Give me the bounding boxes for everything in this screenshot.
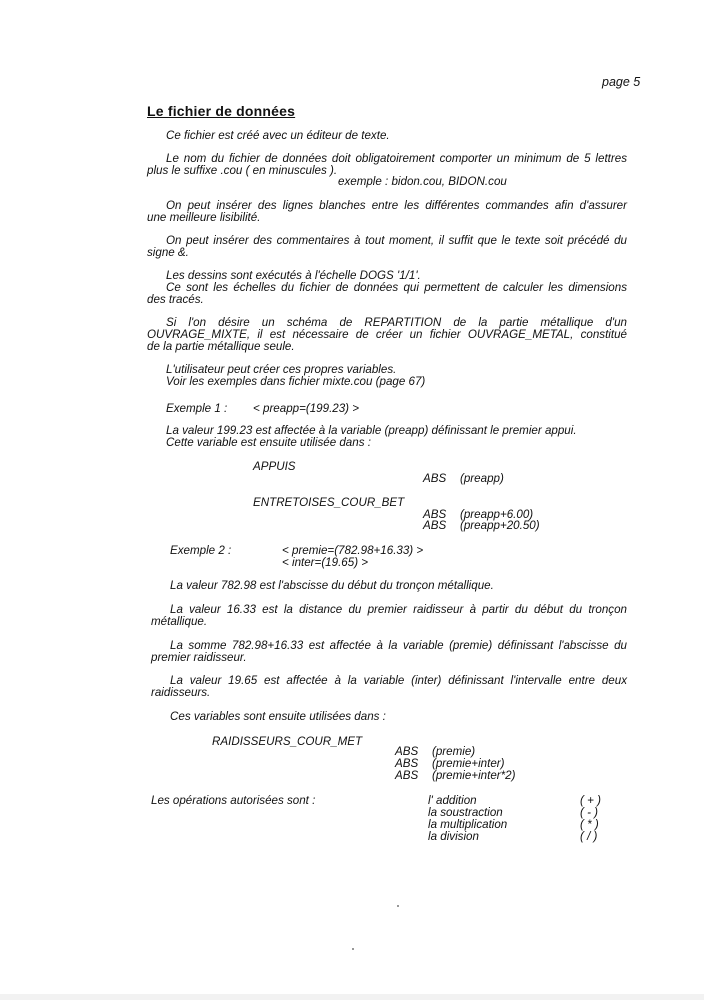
example-1-description-line-2: Cette variable est ensuite utilisée dans : — [166, 436, 371, 449]
intro-paragraph-4-line-1: On peut insérer des commentaires à tout moment, il suffit que le texte soit précédé du — [166, 234, 627, 247]
operation-symbol: ( - ) — [580, 806, 599, 819]
intro-paragraph-7-line-1: L'utilisateur peut créer ces propres variables. — [166, 363, 397, 376]
intro-paragraph-6-line-3: de la partie métallique seule. — [147, 340, 295, 353]
example-2-abs-2: ABS — [395, 757, 419, 770]
operation-symbol: ( * ) — [580, 818, 599, 831]
example-1-entretoises-abs-2: ABS — [423, 519, 447, 532]
example-2-description-2-line-1: La valeur 16.33 est la distance du premier raidisseur à partir du début du tronçon — [170, 603, 627, 616]
intro-paragraph-6-line-1: Si l'on désire un schéma de REPARTITION de la partie métallique d'un — [166, 316, 627, 329]
intro-paragraph-6-line-2: OUVRAGE_MIXTE, il est nécessaire de créer un fichier OUVRAGE_METAL, constitué — [147, 328, 627, 341]
example-1-entretoises-arg-2: (preapp+20.50) — [460, 519, 540, 532]
example-2-arg-2: (premie+inter) — [432, 757, 505, 770]
example-2-description-1: La valeur 782.98 est l'abscisse du début du tronçon métallique. — [170, 579, 494, 592]
example-2-description-2-line-2: métallique. — [151, 615, 208, 628]
operation-name: la soustraction — [428, 806, 503, 819]
example-2-command-raidisseurs: RAIDISSEURS_COUR_MET — [212, 735, 363, 748]
intro-paragraph-4-line-2: signe &. — [147, 246, 189, 259]
example-1-code: < preapp=(199.23) > — [253, 402, 360, 415]
example-2-arg-3: (premie+inter*2) — [432, 769, 516, 782]
example-2-description-3-line-1: La somme 782.98+16.33 est affectée à la variable (premie) définissant l'abscisse du — [170, 639, 627, 652]
intro-paragraph-3-line-1: On peut insérer des lignes blanches entre les différentes commandes afin d'assurer — [166, 199, 627, 212]
example-2-description-5: Ces variables sont ensuite utilisées dans : — [170, 710, 386, 723]
intro-paragraph-1: Ce fichier est créé avec un éditeur de texte. — [166, 129, 390, 142]
example-2-label: Exemple 2 : — [170, 544, 232, 557]
example-2-description-4-line-2: raidisseurs. — [151, 686, 211, 699]
intro-paragraph-7-line-2: Voir les exemples dans fichier mixte.cou (page 67) — [166, 375, 426, 388]
example-2-abs-3: ABS — [395, 769, 419, 782]
example-1-command-entretoises: ENTRETOISES_COUR_BET — [253, 496, 405, 509]
example-2-code-2: < inter=(19.65) > — [282, 556, 369, 569]
example-1-label: Exemple 1 : — [166, 402, 228, 415]
scan-speck — [397, 905, 399, 907]
example-1-appuis-arg: (preapp) — [460, 472, 504, 485]
example-1-description-line-1: La valeur 199.23 est affectée à la variable (preapp) définissant le premier appui. — [166, 424, 577, 437]
operation-symbol: ( + ) — [580, 794, 601, 807]
example-1-entretoises-abs-1: ABS — [423, 508, 447, 521]
section-title: Le fichier de données — [147, 103, 296, 119]
scan-speck — [352, 948, 354, 950]
example-1-entretoises-arg-1: (preapp+6.00) — [460, 508, 534, 521]
operation-symbol: ( / ) — [580, 830, 598, 843]
page-number: page 5 — [602, 75, 641, 89]
example-2-abs-1: ABS — [395, 745, 419, 758]
example-2-arg-1: (premie) — [432, 745, 476, 758]
operation-name: l' addition — [428, 794, 477, 807]
example-2-description-4-line-1: La valeur 19.65 est affectée à la variable (inter) définissant l'intervalle entre deux — [170, 674, 627, 687]
operation-name: la multiplication — [428, 818, 508, 831]
example-2-code-1: < premie=(782.98+16.33) > — [282, 544, 424, 557]
example-1-command-appuis: APPUIS — [253, 460, 296, 473]
scan-bottom-edge — [0, 994, 704, 1000]
intro-paragraph-2-line-2: plus le suffixe .cou ( en minuscules ). — [147, 164, 338, 177]
example-2-description-3-line-2: premier raidisseur. — [151, 651, 247, 664]
example-1-appuis-abs: ABS — [423, 472, 447, 485]
intro-paragraph-2-example: exemple : bidon.cou, BIDON.cou — [338, 175, 507, 188]
intro-paragraph-5-line-2: Ce sont les échelles du fichier de données qui permettent de calculer les dimensions — [166, 281, 627, 294]
intro-paragraph-5-line-3: des tracés. — [147, 293, 204, 306]
intro-paragraph-3-line-2: une meilleure lisibilité. — [147, 211, 261, 224]
intro-paragraph-2-line-1: Le nom du fichier de données doit obligatoirement comporter un minimum de 5 lettres — [166, 152, 627, 165]
operation-name: la division — [428, 830, 479, 843]
intro-paragraph-5-line-1: Les dessins sont exécutés à l'échelle DOGS '1/1'. — [166, 269, 421, 282]
operations-label: Les opérations autorisées sont : — [151, 794, 316, 807]
